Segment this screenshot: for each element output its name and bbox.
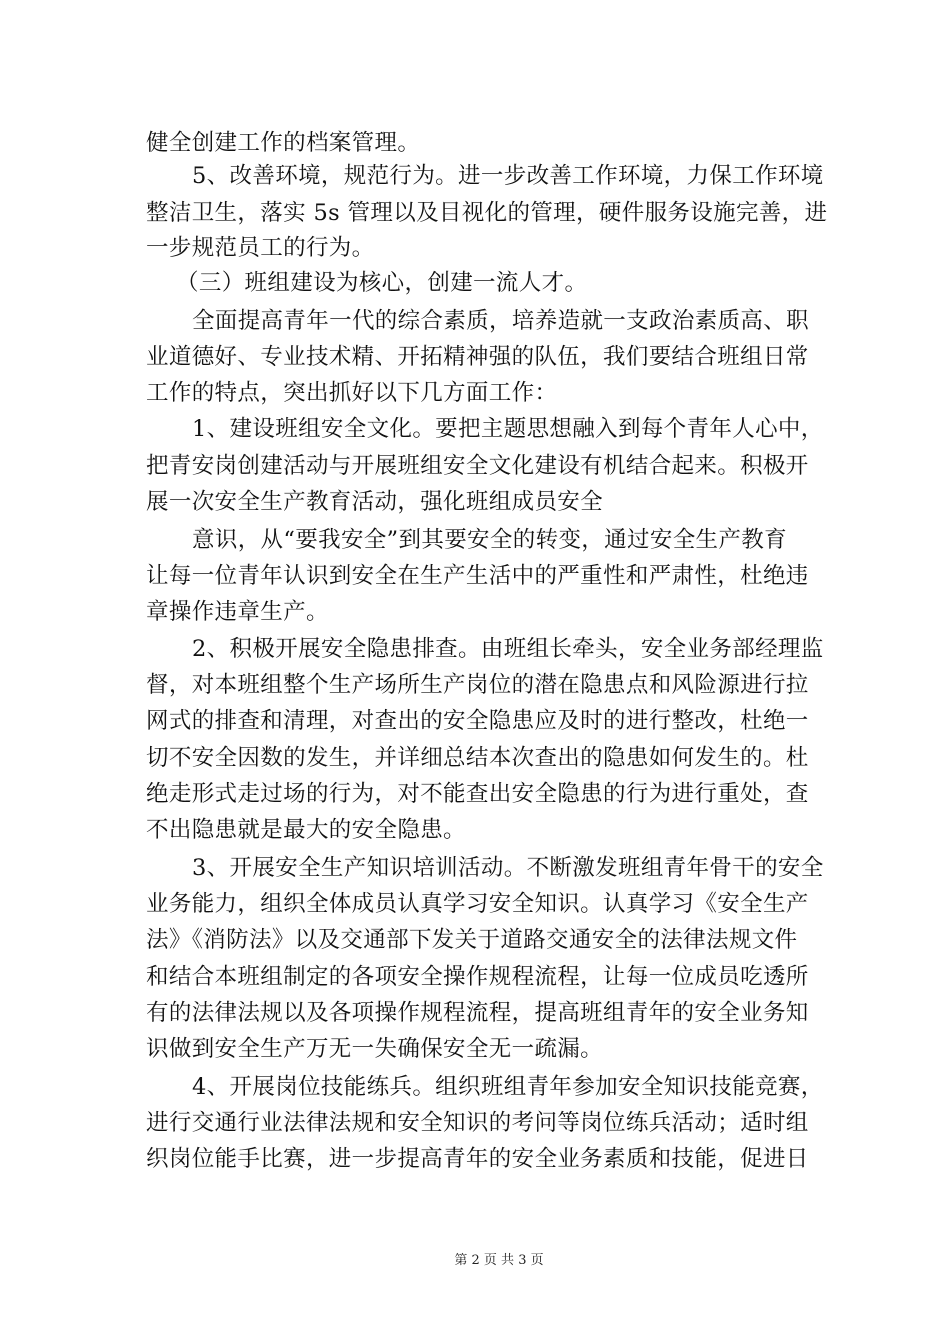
text-line: 2、积极开展安全隐患排查。由班组长牵头，安全业务部经理监 [192,636,824,662]
text-line: 让每一位青年认识到安全在生产生活中的严重性和严肃性，杜绝违 [146,563,809,589]
text-line: 网式的排查和清理，对查出的安全隐患应及时的进行整改，杜绝一 [146,708,809,734]
text-line: 3、开展安全生产知识培训活动。不断激发班组青年骨干的安全 [192,855,824,881]
text-line: 5、改善环境，规范行为。进一步改善工作环境，力保工作环境 [192,163,824,189]
text-line: 健全创建工作的档案管理。 [146,130,421,156]
text-line: 法》《消防法》以及交通部下发关于道路交通安全的法律法规文件 [146,927,798,953]
text-line: 识做到安全生产万无一失确保安全无一疏漏。 [146,1036,604,1062]
text-line: 不出隐患就是最大的安全隐患。 [146,817,466,843]
text-line: 和结合本班组制定的各项安全操作规程流程，让每一位成员吃透所 [146,964,809,990]
text-line: 有的法律法规以及各项操作规程流程，提高班组青年的安全业务知 [146,1000,809,1026]
text-line: 织岗位能手比赛，进一步提高青年的安全业务素质和技能，促进日 [146,1146,809,1172]
section-heading: （三）班组建设为核心，创建一流人才。 [176,270,588,296]
text-line: 一步规范员工的行为。 [146,235,375,261]
text-line: 整洁卫生，落实 5s 管理以及目视化的管理，硬件服务设施完善，进 [146,200,828,226]
page-footer [0,1252,950,1270]
page-number: 第 2 页 共 3 页 [454,1253,544,1268]
text-line: 业务能力，组织全体成员认真学习安全知识。认真学习《安全生产 [146,891,809,917]
text-line: 4、开展岗位技能练兵。组织班组青年参加安全知识技能竞赛， [192,1074,824,1100]
text-line: 章操作违章生产。 [146,599,329,625]
text-line: 绝走形式走过场的行为，对不能查出安全隐患的行为进行重处，查 [146,781,809,807]
text-line: 进行交通行业法律法规和安全知识的考问等岗位练兵活动；适时组 [146,1110,809,1136]
text-line: 1、建设班组安全文化。要把主题思想融入到每个青年人心中， [192,416,824,442]
text-line: 意识，从“要我安全”到其要安全的转变，通过安全生产教育 [192,527,787,553]
text-line: 全面提高青年一代的综合素质，培养造就一支政治素质高、职 [192,308,809,334]
text-line: 切不安全因数的发生，并详细总结本次查出的隐患如何发生的。杜 [146,745,809,771]
text-line: 展一次安全生产教育活动，强化班组成员安全 [146,489,604,515]
text-line: 督，对本班组整个生产场所生产岗位的潜在隐患点和风险源进行拉 [146,672,809,698]
text-line: 业道德好、专业技术精、开拓精神强的队伍，我们要结合班组日常 [146,344,809,370]
text-line: 把青安岗创建活动与开展班组安全文化建设有机结合起来。积极开 [146,453,809,479]
text-line: 工作的特点，突出抓好以下几方面工作： [146,380,558,406]
